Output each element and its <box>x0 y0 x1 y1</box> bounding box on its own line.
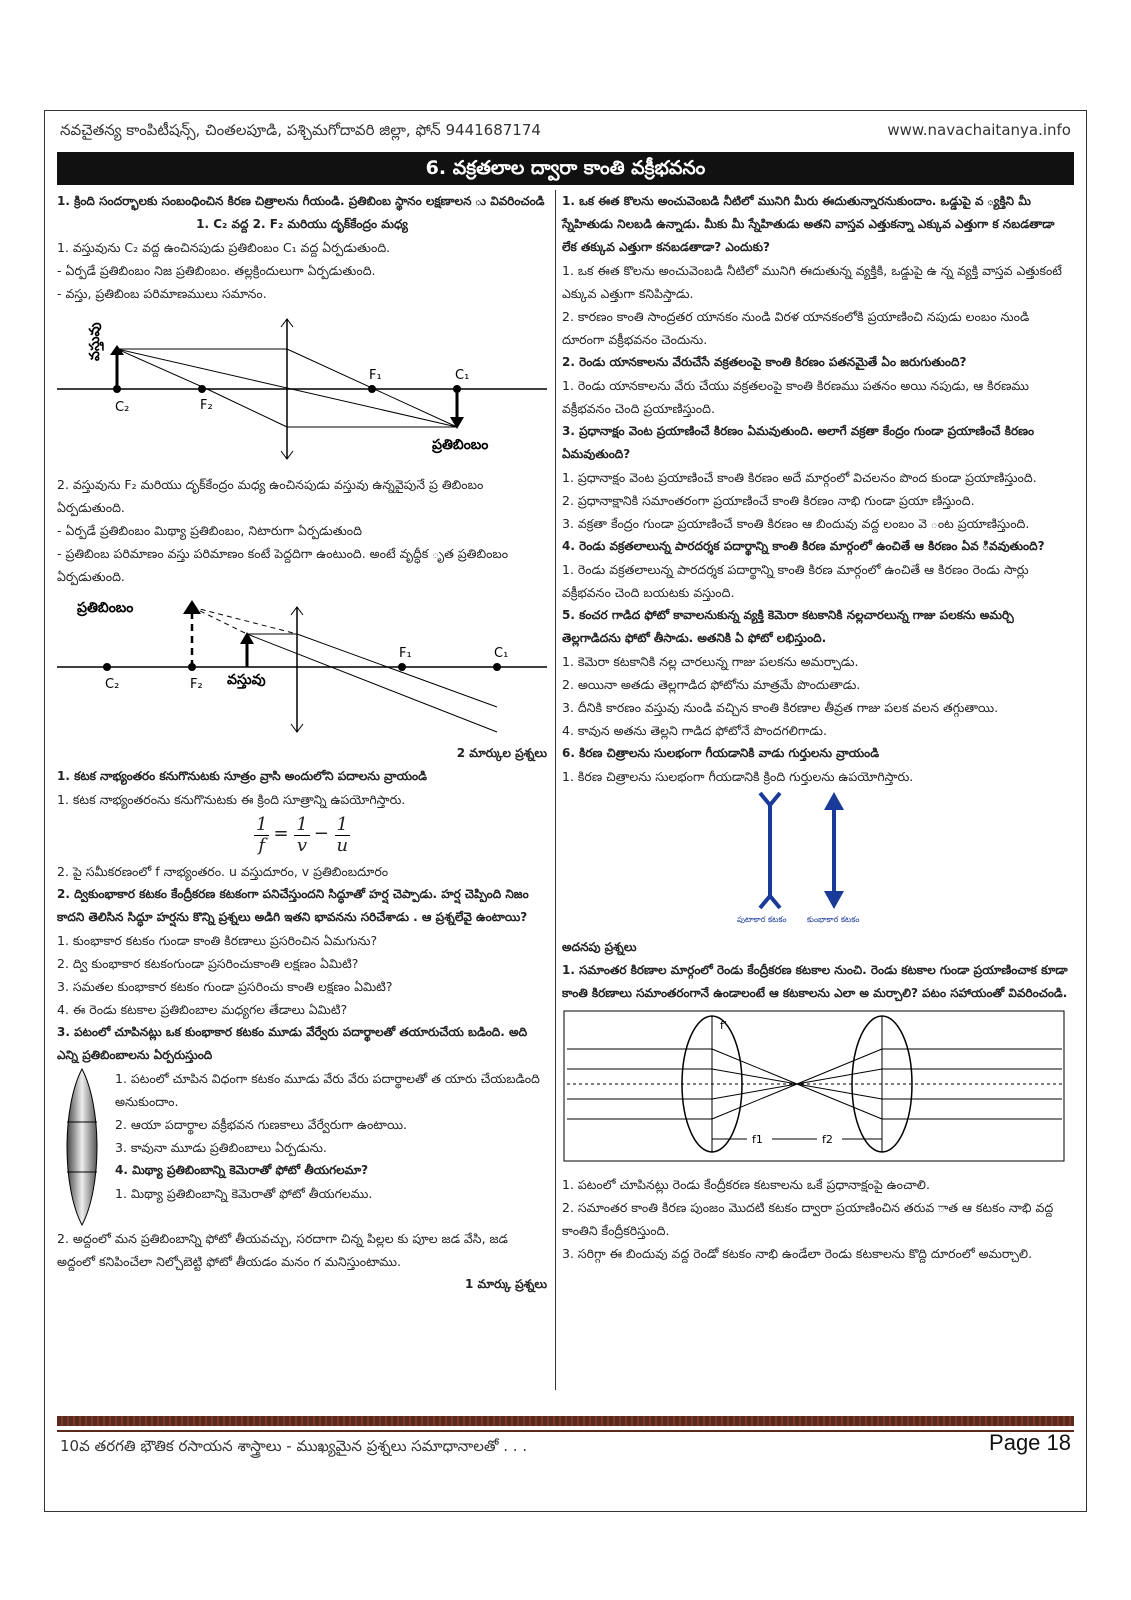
question: 3. ప్రధానాక్షం వెంట ప్రయాణించే కిరణం ఏమవుతుంది. అలాగే వక్రతా కేంద్రం గుండా ప్రయాణించే కిరణం ఏమవుతుంది? <box>562 424 1035 461</box>
question: 6. కిరణ చిత్రాలను సులభంగా గీయడానికి వాడు గుర్తులను వ్రాయండి <box>562 746 880 760</box>
right-column <box>562 190 1068 1265</box>
section-heading: అదనపు ప్రశ్నలు <box>562 940 637 954</box>
answer-line: 1. ఒక ఈత కొలను అంచువెంబడి నీటిలో మునిగి ఈదుతున్న వ్యక్తికి, ఒడ్డుపై ఉ న్న వ్యక్తి వాస్తవ ఎత్తుకంటే ఎక్కువ ఎత్తుగా కనిపిస్తాడు. <box>562 263 1062 301</box>
answer-line: 1. రెండు యానకాలను వేరు చేయు వక్రతలంపై కాంతి కిరణము పతనం అయి నపుడు, ఆ కిరణము వక్రీభవనం చెంది ప్రయాణిస్తుంది. <box>562 378 1029 416</box>
section-heading: 2 మార్కుల ప్రశ్నలు <box>456 746 547 760</box>
answer-line: 3. వక్రతా కేంద్రం గుండా ప్రయాణించే కాంతి కిరణం ఆ బిందువు వద్ద లంబం వె ంట ప్రయాణిస్తుంది. <box>562 516 1030 531</box>
chapter-title: 6. వక్రతలాల ద్వారా కాంతి వక్రీభవనం <box>57 152 1074 185</box>
label-f2: F₂ <box>200 398 213 413</box>
label-object: వస్తువు <box>87 322 103 361</box>
answer-line: 3. సరిగ్గా ఈ బిందువు వద్ద రెండో కటకం నాభి ఉండేలా రెండు కటకాలను కొద్ది దూరంలో అమర్చాలి. <box>562 1246 1033 1261</box>
answer-line: 1. కెమెరా కటకానికి నల్ల చారలున్న గాజు పలకను అమర్చాడు. <box>562 654 859 669</box>
answer-line: - ఏర్పడే ప్రతిబింబం మిథ్యా ప్రతిబింబం, నిటారుగా ఏర్పడుతుంది <box>57 523 362 538</box>
header-website: www.navachaitanya.info <box>887 121 1071 139</box>
answer-line: 2. అయినా అతడు తెల్లగాడిద ఫోటోను మాత్రమే పొందుతాడు. <box>562 677 861 692</box>
answer-line: 1. కుంభాకార కటకం గుండా కాంతి కిరణాలు ప్రసరించిన ఏమగును? <box>57 933 378 948</box>
ray-diagram-2 <box>57 592 547 742</box>
answer-line: 3. సమతల కుంభాకార కటకం గుండా ప్రసరించు కాంతి లక్షణం ఏమిటి? <box>57 979 393 994</box>
lens-formula: $\frac{1}{f}$ = $\frac{1}{v}$ − $\frac{1}{u}$ <box>256 814 349 856</box>
label-object: వస్తువు <box>227 672 266 688</box>
answer-line: 1. కిరణ చిత్రాలను సులభంగా గీయడానికి క్రింది గుర్తులను ఉపయోగిస్తారు. <box>562 769 914 784</box>
three-material-lens <box>57 1067 107 1227</box>
question: 1. క్రింది సందర్భాలకు సంబంధించిన కిరణ చిత్రాలను గీయండి. ప్రతిబింబ స్థానం లక్షణాలన ు వివరించండి <box>57 194 545 208</box>
label-c2: C₂ <box>105 677 120 692</box>
two-lens-diagram <box>562 1009 1068 1169</box>
label-image: ప్రతిబింబం <box>77 600 134 616</box>
answer-line: - వస్తు, ప్రతిబింబ పరిమాణములు సమానం. <box>57 286 267 301</box>
label-image: ప్రతిబింబం <box>432 437 489 453</box>
lens-symbols <box>562 788 1068 928</box>
label-c2: C₂ <box>115 400 130 415</box>
answer-line: 1. పటంలో చూపిన విధంగా కటకం మూడు వేరు వేరు పదార్థాలతో త యారు చేయబడింది అనుకుందాం. <box>115 1071 540 1109</box>
question: 2. రెండు యానకాలను వేరుచేసే వక్రతలంపై కాంతి కిరణం పతనమైతే ఏం జరుగుతుంది? <box>562 355 967 369</box>
answer-line: 3. దీనికి కారణం వస్తువు నుండి వచ్చిన కాంతి కిరణాల తీవ్రత గాజు పలక వలన తగ్గుతాయి. <box>562 700 999 715</box>
label-f2: F₂ <box>190 677 203 692</box>
label-c1: C₁ <box>455 368 470 383</box>
answer-line: 2. సమాంతర కాంతి కిరణ పుంజం మొదటి కటకం ద్వారా ప్రయాణించిన తరువ ాత ఆ కటకం నాభి వద్ద కాంతిని కేంద్రీకరిస్తుంది. <box>562 1200 1054 1238</box>
answer-line: 1. కటక నాభ్యంతరంను కనుగొనుటకు ఈ క్రింది సూత్రాన్ని ఉపయోగిస్తారు. <box>57 792 406 807</box>
question: 1. సమాంతర కిరణాల మార్గంలో రెండు కేంద్రీకరణ కటకాల నుంచి. రెండు కటకాల గుండా ప్రయాణించాక కూడా కాంతి కిరణాలు సమాంతరంగానే ఉండాలంటే ఆ కటకాలను ఎలా అ మర్చాలి? పటం సహాయంతో వివరించండి. <box>562 963 1068 1000</box>
answer-line: 2. ప్రధానాక్షానికి సమాంతరంగా ప్రయాణించే కాంతి కిరణం నాభి గుండా ప్రయా ణిస్తుంది. <box>562 493 975 508</box>
question: 1. ఒక ఈత కొలను అంచువెంబడి నీటిలో మునిగి మీరు ఈదుతున్నారనుకుందాం. ఒడ్డుపై వ ్యక్తిని మీ స్నేహితుడు నిలబడి ఉన్నాడు. మీకు మీ స్నేహితుడు అతని వాస్తవ ఎత్తుకన్నా ఎక్కువ ఎత్తుగా క నబడతాడా లేక తక్కువ ఎత్తుగా కనబడతాడా? ఎందుకు? <box>562 194 1055 254</box>
question: 4. మిథ్యా ప్రతిబింబాన్ని కెమెరాతో ఫోటో తీయగలమా? <box>115 1163 369 1177</box>
header-contact: నవచైతన్య కాంపిటీషన్స్, చింతలపూడి, పశ్చిమగోదావరి జిల్లా, ఫోన్ 9441687174 <box>60 121 541 139</box>
question: 5. కంచర గాడిద ఫోటో కావాలనుకున్న వ్యక్తి కెమెరా కటకానికి నల్లచారలున్న గాజు పలకను అమర్చి తెల్లగాడిదను ఫోటో తీసాడు. అతనికి ఏ ఫోటో లభిస్తుంది. <box>562 608 1014 645</box>
answer-line: 1. మిథ్యా ప్రతిబింబాన్ని కెమెరాతో ఫోటో తీయగలము. <box>115 1186 373 1201</box>
label-f1: F₁ <box>369 368 382 383</box>
footer-rule <box>57 1430 1074 1432</box>
question: 4. రెండు వక్రతలాలున్న పారదర్శక పదార్థాన్ని కాంతి కిరణ మార్గంలో ఉంచితే ఆ కిరణం ఏవ ివవుతుంది? <box>562 539 1045 553</box>
page-number: Page 18 <box>989 1430 1071 1455</box>
answer-line: 4. ఈ రెండు కటకాల ప్రతిబింబాల మధ్యగల తేడాలు ఏమిటి? <box>57 1002 348 1017</box>
label-f1: f1 <box>752 1133 763 1146</box>
concave-label: పుటాకార కటకం <box>737 915 787 924</box>
answer-line: 1. రెండు వక్రతలాలున్న పారదర్శక పదార్థాన్ని కాంతి కిరణ మార్గంలో ఉంచితే ఆ కిరణం రెండు సార్లు వక్రీభవనం చెంది బయటకు వస్తుంది. <box>562 562 1029 600</box>
question-sub: 1. C₂ వద్ద 2. F₂ మరియు దృక్‌కేంద్రం మధ్య <box>196 217 408 231</box>
label-f1: F₁ <box>399 646 412 661</box>
section-heading: 1 మార్కు ప్రశ్నలు <box>465 1277 547 1291</box>
answer-line: 4. కావున అతను తెల్లని గాడిద ఫోటోనే పొందగలిగాడు. <box>562 723 827 738</box>
ray-diagram-1 <box>57 309 547 469</box>
answer-line: 1. పటంలో చూపినట్లు రెండు కేంద్రీకరణ కటకాలను ఒకే ప్రధానాక్షంపై ఉంచాలి. <box>562 1177 930 1192</box>
question: 3. పటంలో చూపినట్లు ఒక కుంభాకార కటకం మూడు వేర్వేరు పదార్థాలతో తయారుచేయ బడింది. అది ఎన్ని ప్రతిబింబాలను ఏర్పరుస్తుంది <box>57 1025 528 1062</box>
answer-line: 3. కావునా మూడు ప్రతిబింబాలు ఏర్పడును. <box>115 1140 327 1155</box>
convex-label: కుంభాకార కటకం <box>807 915 860 924</box>
answer-line: 2. ఆయా పదార్థాల వక్రీభవన గుణకాలు వేర్వేరుగా ఉంటాయి. <box>115 1117 408 1132</box>
answer-line: 2. పై సమీకరణంలో f నాభ్యంతరం. u వస్తుదూరం, v ప్రతిబింబదూరం <box>57 864 389 879</box>
answer-line: 1. ప్రధానాక్షం వెంట ప్రయాణించే కాంతి కిరణం అదే మార్గంలో విచలనం పొంద కుండా ప్రయాణిస్తుంది. <box>562 470 1037 485</box>
footer-band <box>57 1416 1074 1426</box>
question: 2. ద్వికుంభాకార కటకం కేంద్రీకరణ కటకంగా పనిచేస్తుందని సిద్ధూతో హర్ష చెప్పాడు. హర్ష చెప్పింది నిజం కాదని తెలిసిన సిద్ధూ హర్షను కొన్ని ప్రశ్నలు అడిగి ఇతని భావనను సరిచేశాడు . ఆ ప్రశ్నలేవై ఉంటాయి? <box>57 887 529 924</box>
label-c1: C₁ <box>494 646 509 661</box>
column-divider <box>555 190 556 1390</box>
label-f2: f2 <box>822 1133 833 1146</box>
answer-line: 1. వస్తువును C₂ వద్ద ఉంచినపుడు ప్రతిబింబం C₁ వద్ద ఏర్పడుతుంది. <box>57 240 391 255</box>
footer-book-title: 10వ తరగతి భౌతిక రసాయన శాస్త్రాలు - ముఖ్యమైన ప్రశ్నలు సమాధానాలతో . . . <box>60 1437 528 1455</box>
answer-line: 2. ద్వి కుంభాకార కటకంగుండా ప్రసరించుకాంతి లక్షణం ఏమిటి? <box>57 956 359 971</box>
answer-line: 2. వస్తువును F₂ మరియు దృక్‌కేంద్రం మధ్య ఉంచినపుడు వస్తువు ఉన్నవైపునే ప్ర తిబింబం ఏర్పడుతుంది. <box>57 477 484 515</box>
lens-block <box>57 1067 547 1227</box>
question: 1. కటక నాభ్యంతరం కనుగొనుటకు సూత్రం వ్రాసి అందులోని పదాలను వ్రాయండి <box>57 769 427 783</box>
answer-line: - ఏర్పడే ప్రతిబింబం నిజ ప్రతిబింబం. తల్లక్రిందులుగా ఏర్పడుతుంది. <box>57 263 376 278</box>
label-fprime: f' <box>720 1019 727 1032</box>
left-column <box>57 190 547 1296</box>
answer-line: 2. కారణం కాంతి సాంద్రతర యానకం నుండి విరళ యానకంలోకి ప్రయాణించి నపుడు లంబం నుండి దూరంగా వక్రీభవనం చెందును. <box>562 309 1030 347</box>
answer-line: - ప్రతిబింబ పరిమాణం వస్తు పరిమాణం కంటే పెద్దదిగా ఉంటుంది. అంటే వృద్ధీక ృత ప్రతిబింబం ఏర్పడుతుంది. <box>57 546 509 584</box>
answer-line: 2. అద్దంలో మన ప్రతిబింబాన్ని ఫోటో తీయవచ్చు, సరదాగా చిన్న పిల్లల కు పూల జడ వేసి, జడ అద్దంలో కనిపించేలా నిల్చోబెట్టి ఫోటో తీయడం మనం గ మనిస్తుంటాము. <box>57 1231 508 1269</box>
